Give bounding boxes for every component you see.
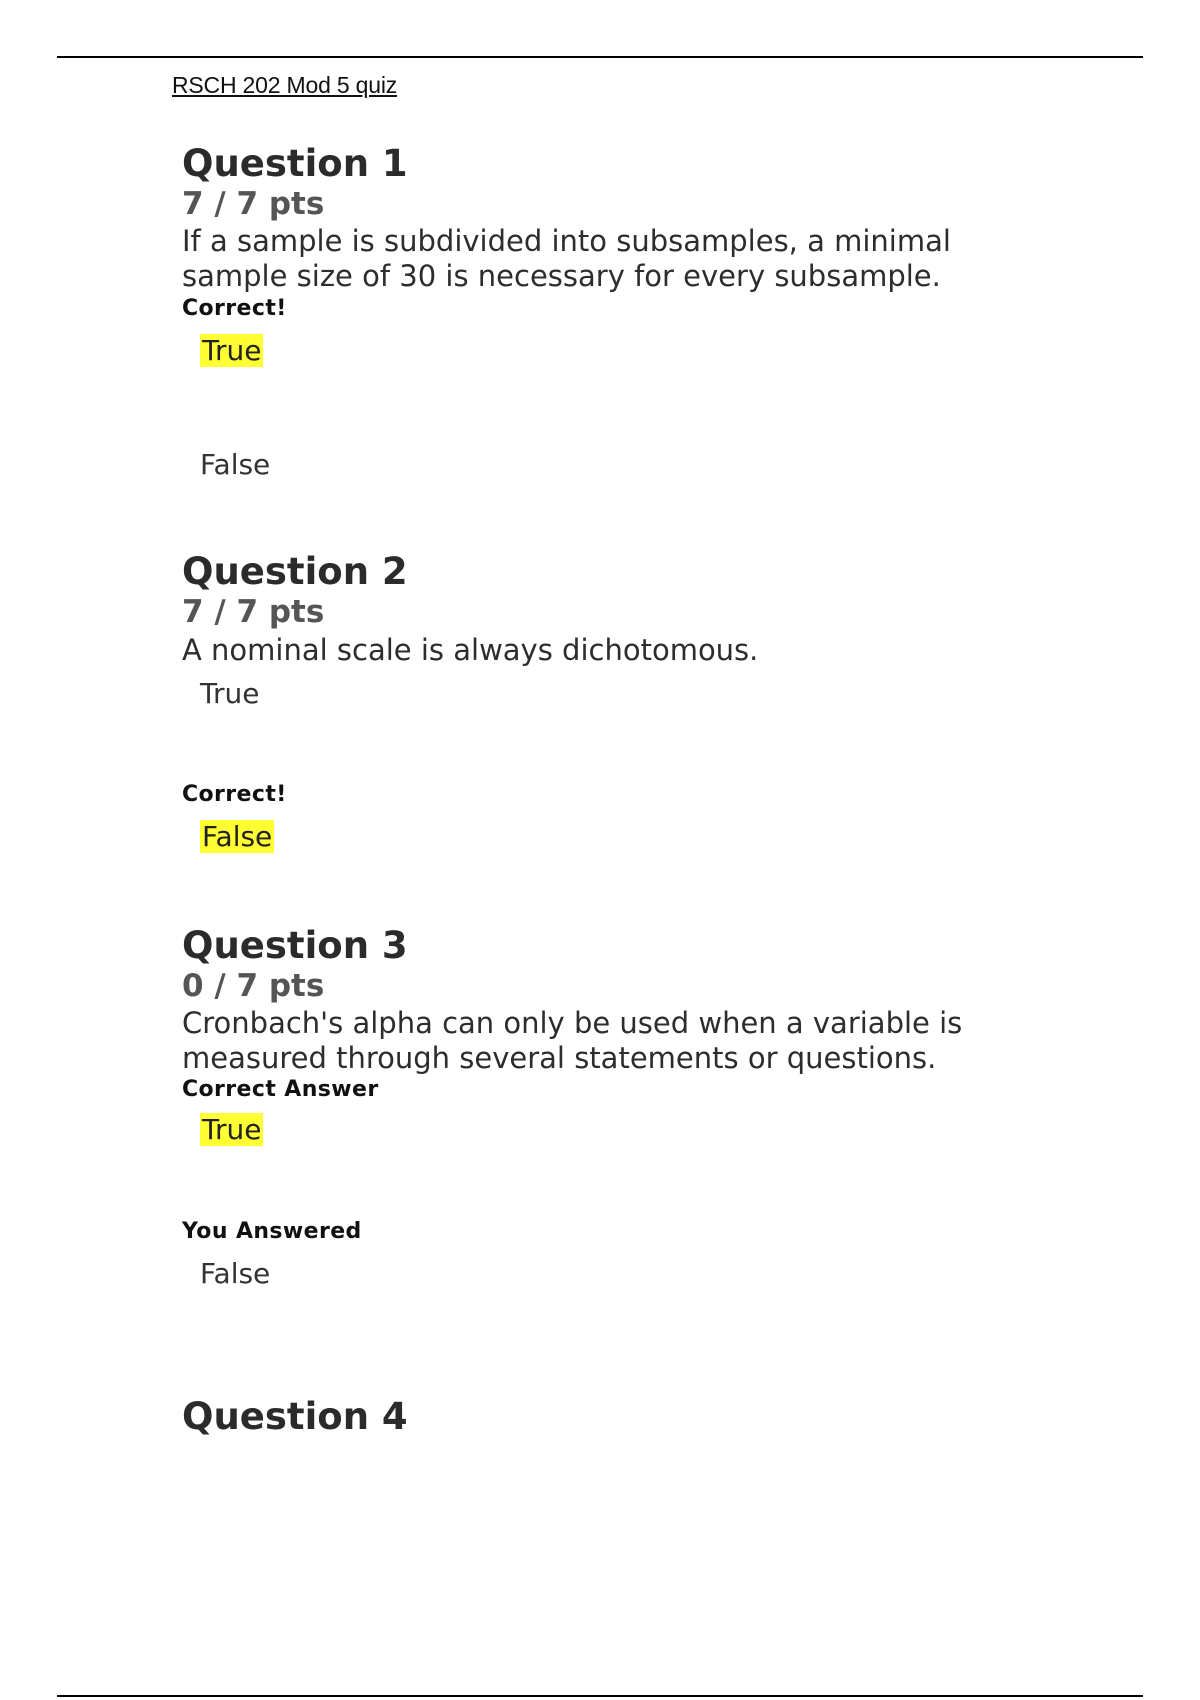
question-1-text-line: sample size of 30 is necessary for every subsample. [182, 259, 941, 293]
question-2-text-line: A nominal scale is always dichotomous. [182, 633, 759, 667]
question-3-title: Question 3 [182, 924, 408, 967]
question-1-title: Question 1 [182, 142, 408, 185]
question-3-answer-false[interactable]: False [200, 1257, 271, 1290]
question-2-correct-label: Correct! [182, 782, 287, 807]
question-2-title: Question 2 [182, 550, 408, 593]
question-1-answer-false[interactable]: False [200, 448, 271, 481]
question-3-text [182, 1006, 1082, 1076]
question-1-correct-label: Correct! [182, 296, 287, 321]
top-rule [57, 56, 1143, 58]
question-2-answer-false[interactable]: False [202, 820, 273, 853]
question-1-text-line: If a sample is subdivided into subsamples, a minimal [182, 224, 951, 258]
question-3-answer-true[interactable]: True [202, 1113, 262, 1146]
question-3-points: 0 / 7 pts [182, 968, 325, 1004]
question-2-answer-true[interactable]: True [200, 677, 260, 710]
question-1-points: 7 / 7 pts [182, 186, 325, 222]
question-1-answer-true[interactable]: True [202, 334, 262, 367]
question-3-correct-answer-label: Correct Answer [182, 1077, 379, 1102]
document-title: RSCH 202 Mod 5 quiz [172, 72, 398, 98]
question-3-text-line: Cronbach's alpha can only be used when a variable is [182, 1006, 963, 1040]
question-2-points: 7 / 7 pts [182, 594, 325, 630]
question-1-text [182, 224, 1082, 294]
question-3-you-answered-label: You Answered [182, 1219, 362, 1244]
question-4-title: Question 4 [182, 1395, 408, 1438]
question-2-text [182, 633, 1082, 668]
bottom-rule [57, 1695, 1143, 1697]
question-3-text-line: measured through several statements or questions. [182, 1041, 937, 1075]
